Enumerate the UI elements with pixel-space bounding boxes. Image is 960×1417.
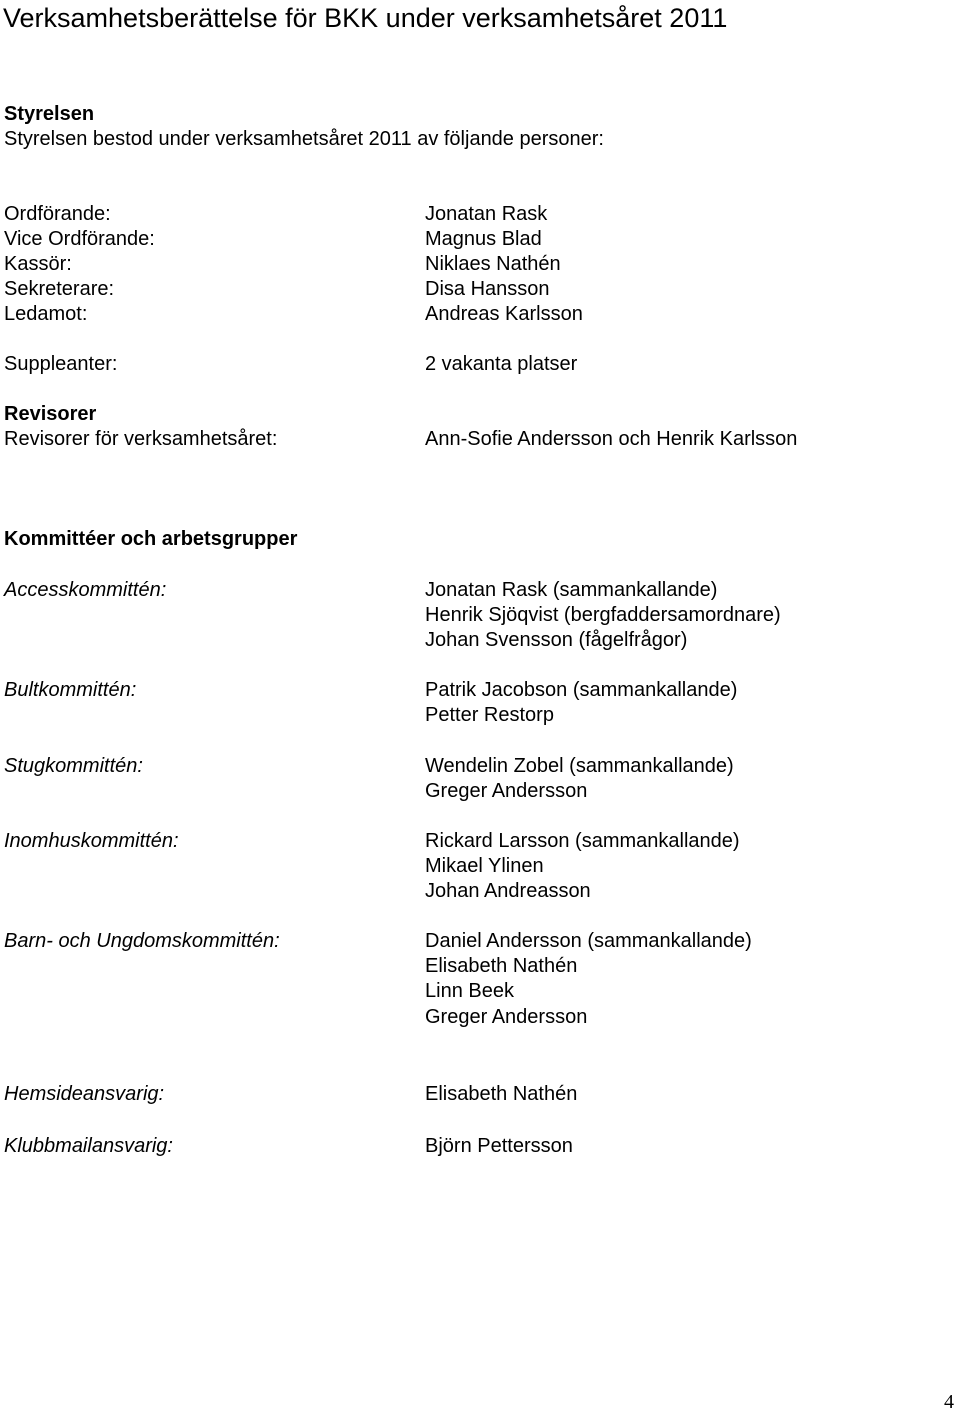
role-value-ordforande: Jonatan Rask xyxy=(425,203,548,225)
committee-member: Johan Svensson (fågelfrågor) xyxy=(425,629,688,651)
document-title: Verksamhetsberättelse för BKK under verksamhetsåret 2011 xyxy=(3,3,728,33)
committee-label-stug: Stugkommittén: xyxy=(4,755,143,777)
committee-label-bult: Bultkommittén: xyxy=(4,679,137,701)
role-label-ordforande: Ordförande: xyxy=(4,203,111,225)
committee-member: Petter Restorp xyxy=(425,704,554,726)
styrelsen-heading: Styrelsen xyxy=(4,103,95,125)
committee-member: Jonatan Rask (sammankallande) xyxy=(425,579,718,601)
styrelsen-intro: Styrelsen bestod under verksamhetsåret 2011 av följande personer: xyxy=(4,128,604,150)
role-value-ledamot: Andreas Karlsson xyxy=(425,303,583,325)
revisorer-value: Ann-Sofie Andersson och Henrik Karlsson xyxy=(425,428,798,450)
committee-member: Patrik Jacobson (sammankallande) xyxy=(425,679,738,701)
role-value-sekreterare: Disa Hansson xyxy=(425,278,550,300)
committee-member: Rickard Larsson (sammankallande) xyxy=(425,830,740,852)
suppleanter-label: Suppleanter: xyxy=(4,353,118,375)
committee-member: Wendelin Zobel (sammankallande) xyxy=(425,755,734,777)
committee-member: Elisabeth Nathén xyxy=(425,955,578,977)
suppleanter-value: 2 vakanta platser xyxy=(425,353,578,375)
hemsideansvarig-label: Hemsideansvarig: xyxy=(4,1083,165,1105)
klubbmailansvarig-value: Björn Pettersson xyxy=(425,1135,573,1157)
page-number: 4 xyxy=(944,1391,954,1413)
role-value-vice-ordforande: Magnus Blad xyxy=(425,228,542,250)
revisorer-heading: Revisorer xyxy=(4,403,97,425)
committee-member: Greger Andersson xyxy=(425,1006,588,1028)
revisorer-label: Revisorer för verksamhetsåret: xyxy=(4,428,278,450)
committee-member: Linn Beek xyxy=(425,980,514,1002)
committee-member: Mikael Ylinen xyxy=(425,855,544,877)
kommitteer-heading: Kommittéer och arbetsgrupper xyxy=(4,528,298,550)
role-label-vice-ordforande: Vice Ordförande: xyxy=(4,228,155,250)
committee-member: Greger Andersson xyxy=(425,780,588,802)
committee-member: Henrik Sjöqvist (bergfaddersamordnare) xyxy=(425,604,781,626)
committee-member: Daniel Andersson (sammankallande) xyxy=(425,930,752,952)
committee-label-access: Accesskommittén: xyxy=(4,579,167,601)
klubbmailansvarig-label: Klubbmailansvarig: xyxy=(4,1135,173,1157)
role-label-sekreterare: Sekreterare: xyxy=(4,278,115,300)
committee-member: Johan Andreasson xyxy=(425,880,591,902)
hemsideansvarig-value: Elisabeth Nathén xyxy=(425,1083,578,1105)
role-label-ledamot: Ledamot: xyxy=(4,303,88,325)
role-label-kassor: Kassör: xyxy=(4,253,72,275)
committee-label-inomhus: Inomhuskommittén: xyxy=(4,830,179,852)
committee-label-barn-ungdom: Barn- och Ungdomskommittén: xyxy=(4,930,280,952)
role-value-kassor: Niklaes Nathén xyxy=(425,253,561,275)
